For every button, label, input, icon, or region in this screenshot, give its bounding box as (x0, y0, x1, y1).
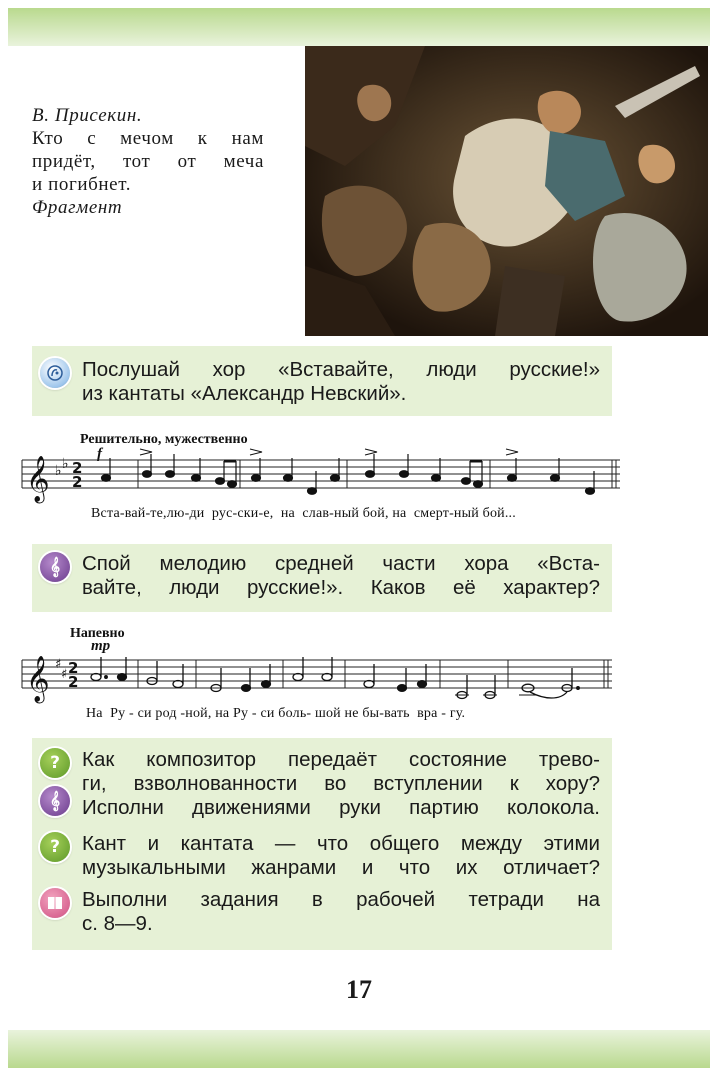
question2-line1: Исполни движениями руки партию колокола. (82, 796, 600, 819)
task-sing-line2: вайте, люди русские!». Каков её характер? (82, 576, 600, 599)
score1-dynamic: f (97, 446, 102, 462)
svg-text:2: 2 (68, 659, 79, 677)
questions-box (32, 738, 612, 950)
question3-line2: музыкальными жанрами и что их отличает? (82, 856, 600, 879)
score1-tempo: Решительно, мужественно (80, 432, 248, 447)
svg-text:𝄞: 𝄞 (26, 656, 50, 702)
svg-text:𝄞: 𝄞 (26, 456, 50, 502)
question-icon: ? (40, 748, 70, 778)
score2-lyrics: На Ру - си род -ной, на Ру - си боль- шой не бы-вать вра - гу. (86, 706, 466, 721)
treble-clef-icon: 𝄞 (40, 786, 70, 816)
question-icon: ? (40, 832, 70, 862)
score2-tempo: Напевно (70, 626, 125, 641)
caption-title-line1: Кто с мечом к нам (32, 128, 264, 149)
task-listen-line2: из кантаты «Александр Невский». (82, 382, 407, 405)
svg-text:♯: ♯ (55, 657, 62, 672)
svg-text:♯: ♯ (61, 667, 68, 682)
treble-clef-icon: 𝄞 (40, 552, 70, 582)
svg-text:♭: ♭ (62, 456, 69, 472)
workbook-icon (40, 888, 70, 918)
question1-line2: ги, взволнованности во вступлении к хору? (82, 772, 600, 795)
page-number: 17 (346, 975, 372, 1004)
svg-text:2: 2 (72, 473, 83, 491)
caption-note: Фрагмент (32, 197, 123, 218)
task-listen-line1: Послушай хор «Вставайте, люди русские!» (82, 358, 600, 381)
question4-line2: с. 8—9. (82, 912, 153, 935)
caption-title-line3: и погибнет. (32, 174, 132, 195)
task-sing-line1: Спой мелодию средней части хора «Вста- (82, 552, 600, 575)
svg-text:♭: ♭ (55, 463, 62, 479)
question3-line1: Кант и кантата — что общего между этими (82, 832, 600, 855)
svg-text:2: 2 (72, 459, 83, 477)
caption-author: В. Присекин. (32, 105, 143, 126)
caption-title-line2: придёт, тот от меча (32, 151, 264, 172)
bottom-decorative-band (8, 1030, 710, 1068)
questions-text (82, 748, 600, 936)
svg-text:2: 2 (68, 673, 79, 691)
question4-line1: Выполни задания в рабочей тетради на (82, 888, 600, 911)
question1-line1: Как композитор передаёт состояние трево- (82, 748, 600, 771)
score2-dynamic: mp (91, 638, 111, 654)
score1-lyrics: Вста-вай-те,лю-ди рус-ски-е, на слав-ный бой, на смерт-ный бой... (91, 506, 516, 521)
